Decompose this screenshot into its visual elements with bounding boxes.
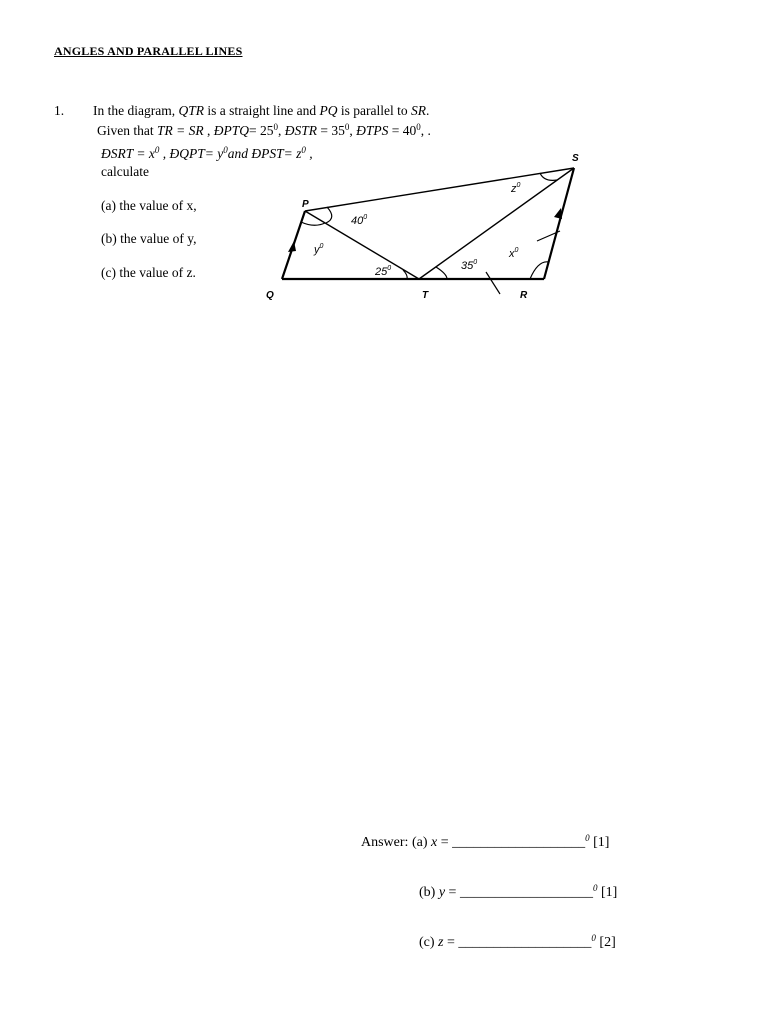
- angle-label-x: [508, 247, 519, 260]
- parallel-arrow-sr: [554, 208, 562, 219]
- marks: [2]: [595, 935, 616, 950]
- angle-tps: ÐTPS: [356, 123, 389, 138]
- angle-value: x: [509, 248, 515, 260]
- intro-text: is a straight line and: [204, 103, 320, 118]
- answer-row-b: [419, 885, 617, 901]
- degree-mark: 0: [591, 933, 596, 943]
- answer-var: z: [438, 935, 444, 950]
- angle-label-35: [461, 259, 477, 272]
- calculate-text: calculate: [101, 164, 149, 179]
- angle-srt: ÐSRT: [101, 146, 134, 161]
- question-number: 1.: [54, 103, 65, 118]
- intro-text: .: [425, 103, 430, 118]
- answer-blank[interactable]: = ___________________: [437, 835, 586, 850]
- separator: ,: [159, 146, 170, 161]
- angle-pst: ÐPST: [251, 146, 284, 161]
- answer-lead: Answer:: [361, 835, 412, 850]
- degree-mark: 0: [344, 122, 350, 132]
- tick-mark-tr: [486, 272, 500, 294]
- degree-mark: 0: [516, 182, 521, 189]
- degree-mark: 0: [473, 259, 478, 266]
- degree-mark: 0: [154, 145, 160, 155]
- degree-mark: 0: [416, 122, 421, 132]
- angle-qpt-value: = y: [204, 146, 224, 161]
- angle-ptq-value: = 25: [249, 123, 274, 138]
- marks: [1]: [589, 835, 610, 850]
- answer-part: (c): [419, 935, 439, 950]
- line-sr: SR: [410, 103, 426, 118]
- degree-mark: 0: [273, 122, 279, 132]
- answer-part: (b): [419, 885, 439, 900]
- part-a: (a) the value of x,: [101, 198, 197, 213]
- angle-arc-35: [436, 267, 447, 279]
- degree-mark: 0: [223, 145, 228, 155]
- answer-part: (a): [411, 835, 431, 850]
- line-ts: [419, 168, 574, 279]
- angle-arc-40: [326, 207, 332, 223]
- degree-mark: 0: [301, 145, 306, 155]
- intro-text: In the diagram,: [93, 103, 179, 118]
- separator: ,: [305, 146, 313, 161]
- angle-arc-y: [301, 222, 325, 225]
- part-c: (c) the value of z.: [101, 265, 196, 280]
- degree-mark: 0: [592, 883, 598, 893]
- answer-var: x: [430, 835, 438, 850]
- angle-label-25: [374, 265, 391, 278]
- angle-value: y: [314, 244, 320, 256]
- degree-mark: 0: [585, 833, 590, 843]
- line-ps: [305, 168, 574, 211]
- angle-arc-z: [540, 173, 557, 180]
- marks: [1]: [597, 885, 618, 900]
- separator: , .: [420, 123, 431, 138]
- angle-label-z: [510, 182, 521, 195]
- answer-row-c: [419, 935, 616, 951]
- angle-label-y: [313, 243, 324, 256]
- angle-srt-value: = x: [133, 146, 155, 161]
- angle-value: 40: [351, 215, 364, 227]
- answer-blank[interactable]: = ___________________: [443, 935, 592, 950]
- intro-text: is parallel to: [337, 103, 411, 118]
- angle-label-40: [351, 214, 367, 227]
- part-b: (b) the value of y,: [101, 231, 197, 246]
- point-label-s: S: [572, 153, 579, 164]
- angle-str: ÐSTR: [284, 123, 318, 138]
- line-pq: PQ: [319, 103, 338, 118]
- degree-mark: 0: [387, 265, 392, 272]
- point-label-t: T: [422, 290, 429, 301]
- angle-pst-value: = z: [283, 146, 302, 161]
- and-text: and: [227, 146, 252, 161]
- page-title: ANGLES AND PARALLEL LINES: [54, 44, 243, 58]
- separator: ,: [349, 123, 357, 138]
- degree-mark: 0: [319, 243, 324, 250]
- point-label-r: R: [520, 290, 528, 301]
- angle-value: 35: [461, 260, 474, 272]
- answer-blank[interactable]: = ___________________: [445, 885, 593, 900]
- angle-qpt: ÐQPT: [169, 146, 205, 161]
- given-tr-sr: TR = SR: [157, 123, 204, 138]
- angle-value: z: [511, 183, 517, 195]
- answer-var: y: [438, 885, 446, 900]
- answer-row-a: [361, 835, 609, 851]
- point-label-p: P: [302, 199, 309, 210]
- given-text: Given that: [97, 123, 157, 138]
- degree-mark: 0: [363, 214, 368, 221]
- angle-tps-value: = 40: [388, 123, 417, 138]
- degree-mark: 0: [514, 247, 519, 254]
- angle-ptq: ÐPTQ: [213, 123, 250, 138]
- separator: ,: [278, 123, 285, 138]
- line-qtr: QTR: [178, 103, 204, 118]
- point-label-q: Q: [266, 290, 274, 301]
- angle-value: 25: [375, 266, 388, 278]
- angle-str-value: = 35: [317, 123, 345, 138]
- separator: ,: [203, 123, 214, 138]
